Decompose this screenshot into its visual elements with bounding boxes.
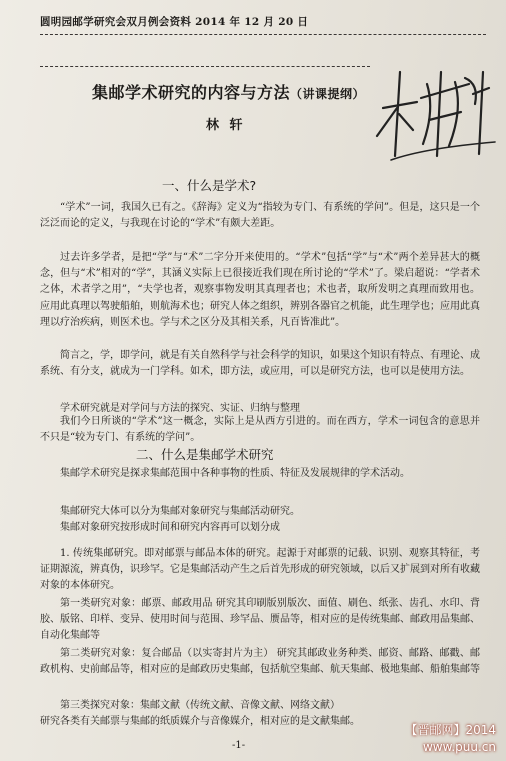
page-number: -1- xyxy=(232,740,246,751)
section-1-heading: 一、什么是学术? xyxy=(162,178,257,193)
research-class-3-title: 第三类探究对象：集邮文献（传统文献、音像文献、网络文献） xyxy=(60,700,340,711)
section-2-paragraph-2: 集邮研究大体可以分为集邮对象研究与集邮活动研究。 xyxy=(60,506,300,517)
author-name: 林 轩 xyxy=(206,118,246,133)
title-divider xyxy=(40,66,370,67)
watermark-site: 【晋邮网】2014 xyxy=(405,723,496,737)
traditional-philately-item: 1. 传统集邮研究。即对邮票与邮品本体的研究。起源于对邮票的记载、识别、观察其特征，考证期源流，辨真伪，识珍罕。它是集邮活动产生之后首先形成的研究领域，以后又扩展到对所有收藏对象的本体研究。 xyxy=(40,548,480,592)
section-1-paragraph-5: 我们今日所谈的“学术”这一概念，实际上是从西方引进的。而在西方，学术一词包含的意思并不只是“较为专门、有系统的学问”。 xyxy=(40,416,480,444)
section-2-heading: 二、什么是集邮学术研究 xyxy=(136,447,274,462)
research-class-3-body: 研究各类有关邮票与集邮的纸质媒介与音像媒介，相对应的是文献集邮。 xyxy=(40,716,360,727)
header-divider xyxy=(40,34,486,35)
document-title xyxy=(92,80,365,103)
section-1-paragraph-4: 学术研究就是对学问与方法的探究、实证、归纳与整理 xyxy=(60,403,300,414)
section-1-paragraph-1: “学术”一词，我国久已有之。《辞海》定义为“指较为专门、有系统的学问”。但是，这只是一个泛泛而论的定义，与我现在讨论的“学术”有颇大差距。 xyxy=(40,202,480,230)
document-title-sub: （讲课提纲） xyxy=(290,87,366,101)
watermark-url: www.puu.cn xyxy=(422,740,496,754)
section-2-paragraph-1: 集邮学术研究是探求集邮范围中各种事物的性质、特征及发展规律的学术活动。 xyxy=(60,468,410,479)
section-1-paragraph-3: 简言之，学，即学问，就是有关自然科学与社会科学的知识，如果这个知识有特点、有理论、成系统、有分支，就成为一门学科。如术，即方法，或应用，可以是研究方法，也可以是使用方法。 xyxy=(40,350,480,378)
section-2-paragraph-3: 集邮对象研究按形成时间和研究内容再可以划分成 xyxy=(60,522,280,533)
document-header: 圆明园邮学研究会双月例会资料 2014 年 12 月 20 日 xyxy=(40,16,309,28)
watermark xyxy=(405,722,496,756)
document-title-main: 集邮学术研究的内容与方法 xyxy=(92,83,291,102)
research-class-2: 第二类研究对象：复合邮品（以实寄封片为主） 研究其邮政业务种类、邮资、邮路、邮戳、邮政机构、史前邮品等，相对应的是邮政历史集邮，包括航空集邮、航天集邮、极地集邮、船舶集邮等 xyxy=(40,648,480,676)
handwritten-signature xyxy=(365,58,505,170)
section-1-paragraph-2: 过去许多学者，是把“学”与“术”二字分开来使用的。“学术”包括“学”与“术”两个差异甚大的概念，但与“术”相对的“学”，其涵义实际上已很接近我们现在所讨论的“学术”了。梁启超说：“学者术之体，术者学之用”，“夫学也者，观察事物发明其真理者也；术也者，取所发明之真理而致用也。应用此真理以驾驶船舶，则航海术也；研究人体之组织，辨别各器官之机能，此生理学也；应用此真理以疗治疾病，则医术也。学与术之区分及其相关系，凡百皆准此”。 xyxy=(40,252,480,328)
research-class-1: 第一类研究对象：邮票、邮政用品 研究其印刷版别版次、面值、刷色、纸张、齿孔、水印、背胶、版铭、印样、变异、使用时间与范围、珍罕品、赝品等，相对应的是传统集邮、邮政用品集邮、自动化集邮等 xyxy=(40,598,480,642)
